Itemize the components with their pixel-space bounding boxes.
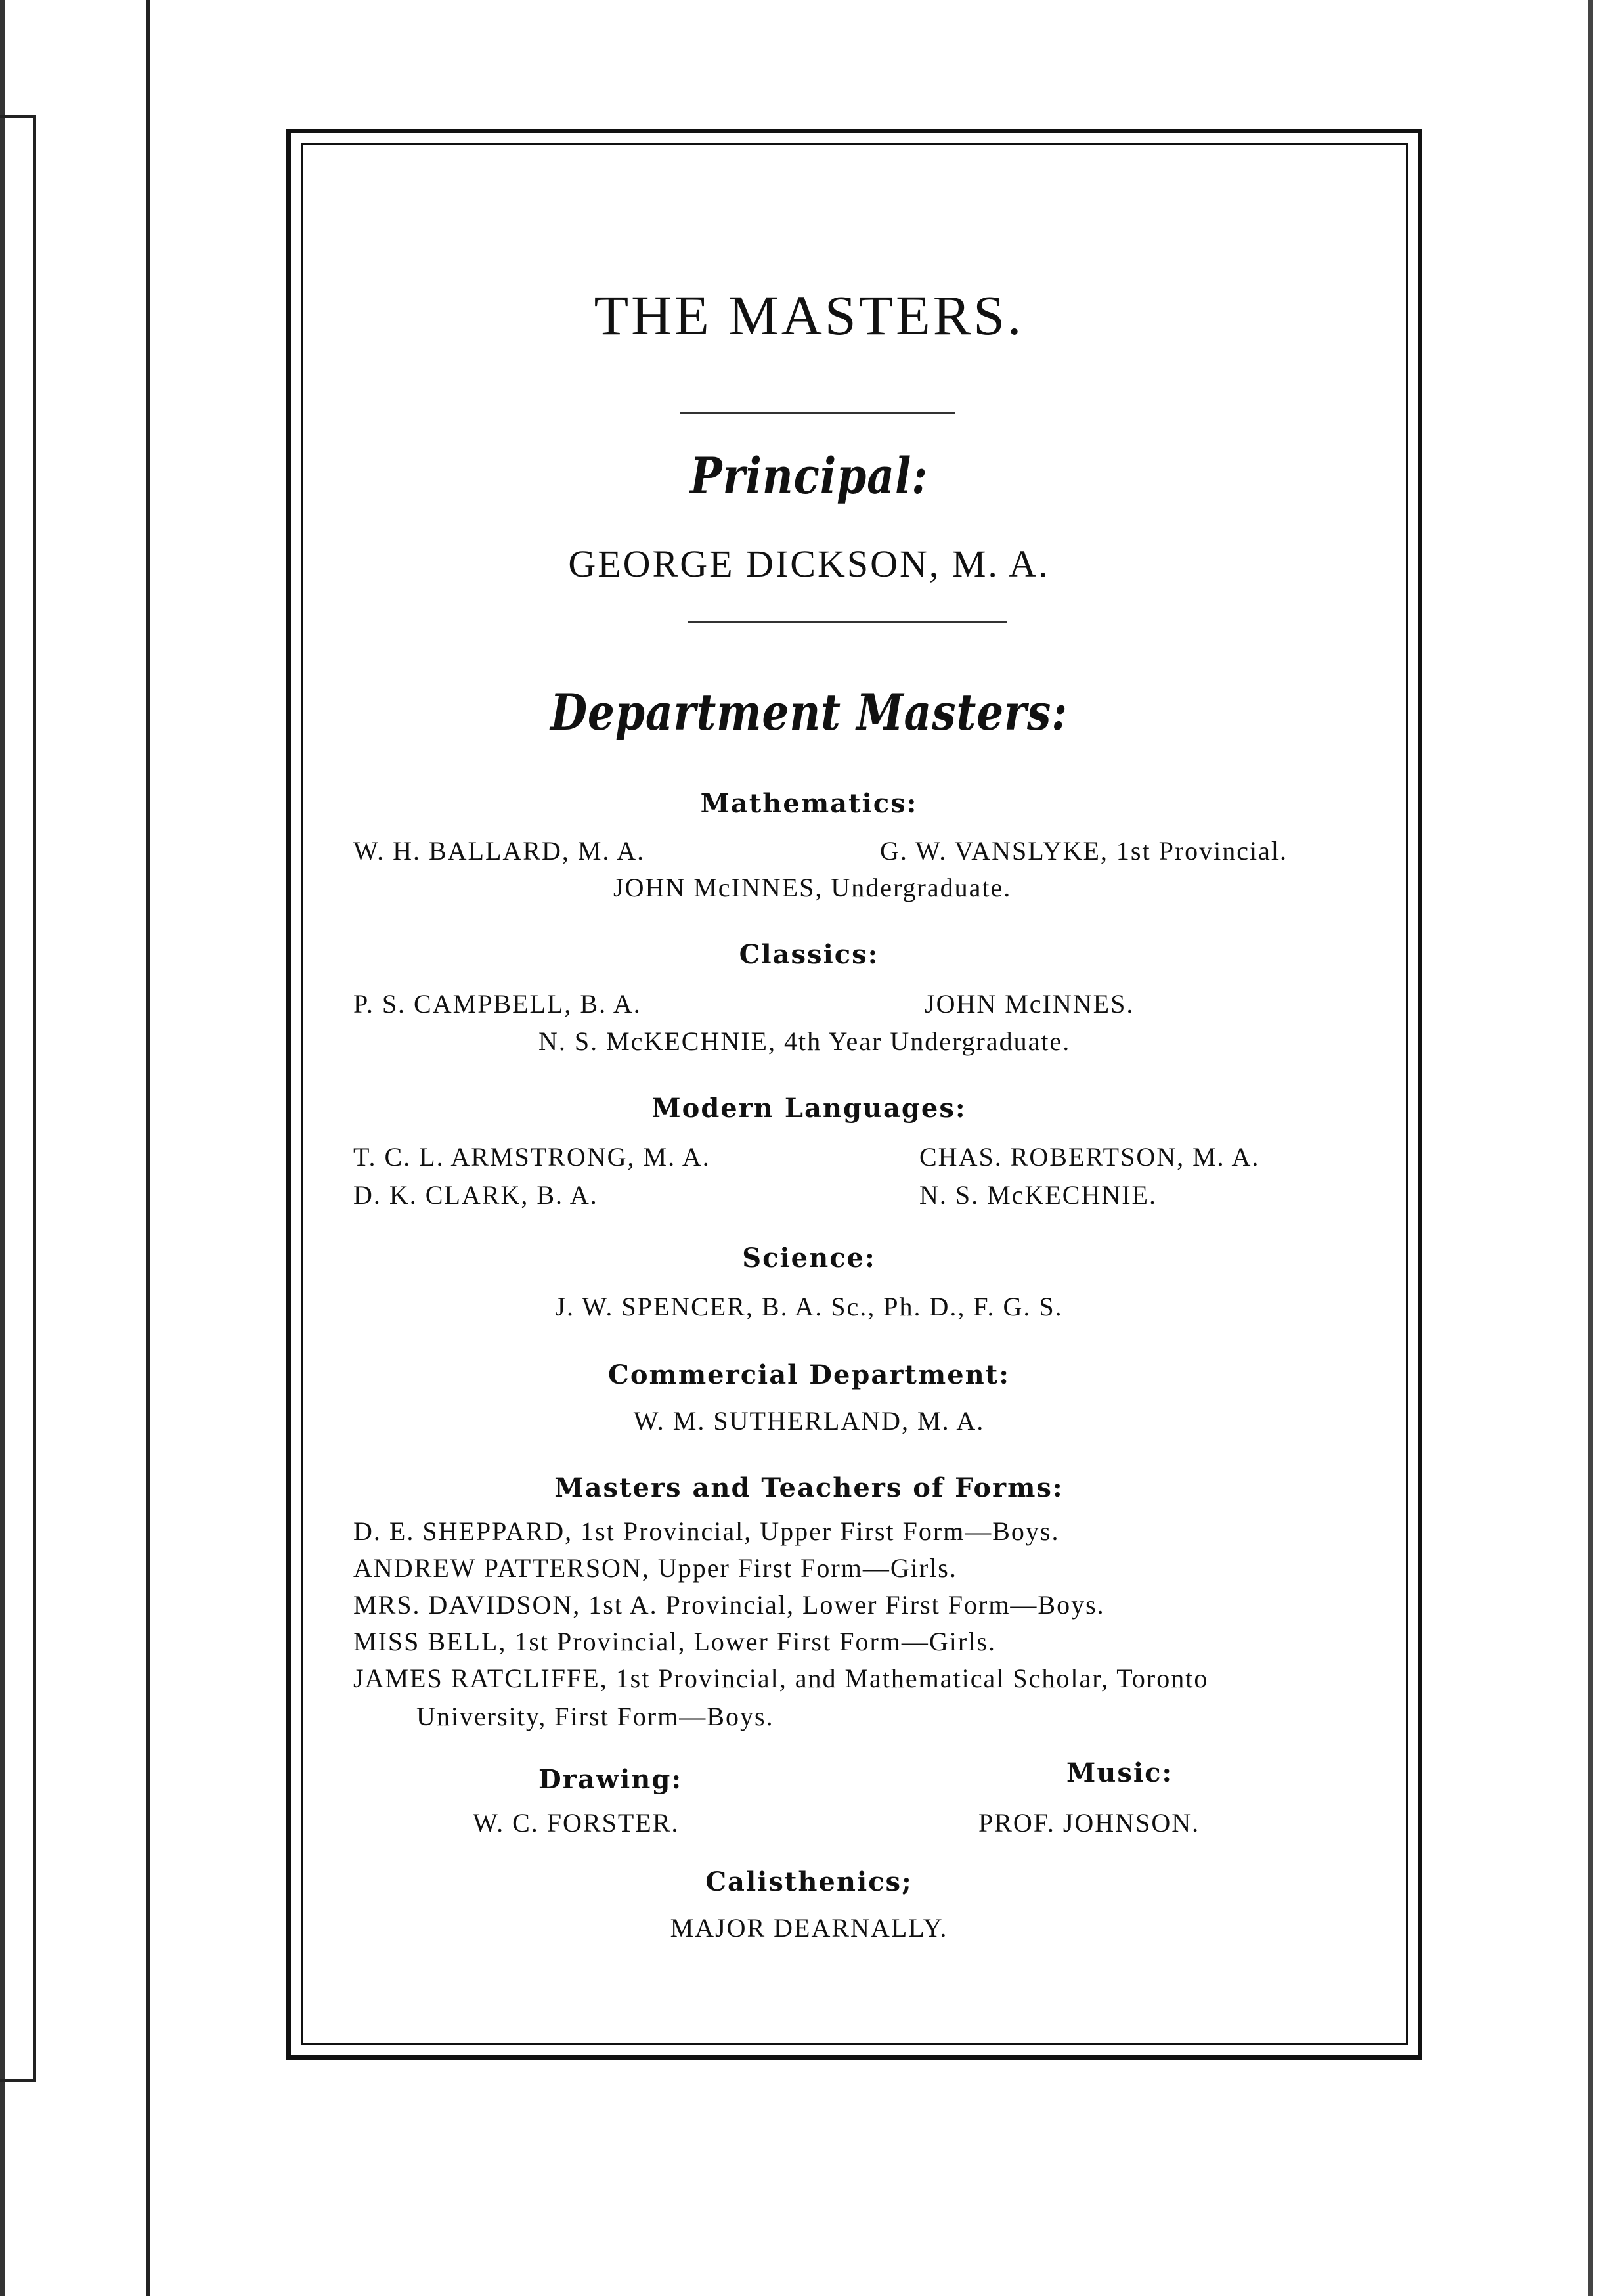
- divider: [688, 621, 1007, 623]
- forms-line: MISS BELL, 1st Provincial, Lower First Form—Girls.: [353, 1627, 996, 1656]
- mathematics-master-2: G. W. VANSLYKE, 1st Provincial.: [880, 836, 1288, 866]
- forms-line: University, First Form—Boys.: [416, 1702, 774, 1731]
- principal-name: GEORGE DICKSON, M. A.: [568, 542, 1050, 585]
- calisthenics-heading: Calisthenics;: [705, 1866, 913, 1897]
- modern-languages-master-4: N. S. McKECHNIE.: [919, 1180, 1157, 1210]
- modern-languages-master-3: D. K. CLARK, B. A.: [353, 1180, 598, 1210]
- modern-languages-heading: Modern Languages:: [651, 1093, 967, 1124]
- classics-master-1: P. S. CAMPBELL, B. A.: [353, 989, 642, 1019]
- drawing-heading: Drawing:: [538, 1764, 683, 1795]
- department-heading: Department Masters:: [550, 683, 1068, 741]
- forms-line: D. E. SHEPPARD, 1st Provincial, Upper First Form—Boys.: [353, 1516, 1060, 1546]
- principal-heading: Principal:: [690, 447, 928, 505]
- forms-line: MRS. DAVIDSON, 1st A. Provincial, Lower First Form—Boys.: [353, 1590, 1105, 1620]
- classics-master-3: N. S. McKECHNIE, 4th Year Undergraduate.: [538, 1027, 1071, 1056]
- science-heading: Science:: [742, 1243, 876, 1273]
- modern-languages-master-1: T. C. L. ARMSTRONG, M. A.: [353, 1142, 711, 1172]
- forms-line: JAMES RATCLIFFE, 1st Provincial, and Mathematical Scholar, Toronto: [353, 1664, 1209, 1693]
- mathematics-master-1: W. H. BALLARD, M. A.: [353, 836, 645, 866]
- forms-line: ANDREW PATTERSON, Upper First Form—Girls.: [353, 1553, 957, 1583]
- modern-languages-master-2: CHAS. ROBERTSON, M. A.: [919, 1142, 1260, 1172]
- calisthenics-master: MAJOR DEARNALLY.: [670, 1913, 948, 1943]
- science-master: J. W. SPENCER, B. A. Sc., Ph. D., F. G. S.: [555, 1292, 1063, 1321]
- commercial-master: W. M. SUTHERLAND, M. A.: [633, 1406, 985, 1436]
- mathematics-master-3: JOHN McINNES, Undergraduate.: [613, 873, 1012, 902]
- mathematics-heading: Mathematics:: [700, 788, 918, 819]
- page-title: THE MASTERS.: [594, 284, 1024, 347]
- classics-heading: Classics:: [739, 939, 879, 970]
- divider: [680, 412, 955, 414]
- forms-heading: Masters and Teachers of Forms:: [554, 1472, 1064, 1503]
- music-master: PROF. JOHNSON.: [978, 1808, 1200, 1838]
- classics-master-2: JOHN McINNES.: [925, 989, 1135, 1019]
- commercial-heading: Commercial Department:: [608, 1359, 1010, 1390]
- music-heading: Music:: [1066, 1757, 1173, 1788]
- drawing-master: W. C. FORSTER.: [473, 1808, 680, 1838]
